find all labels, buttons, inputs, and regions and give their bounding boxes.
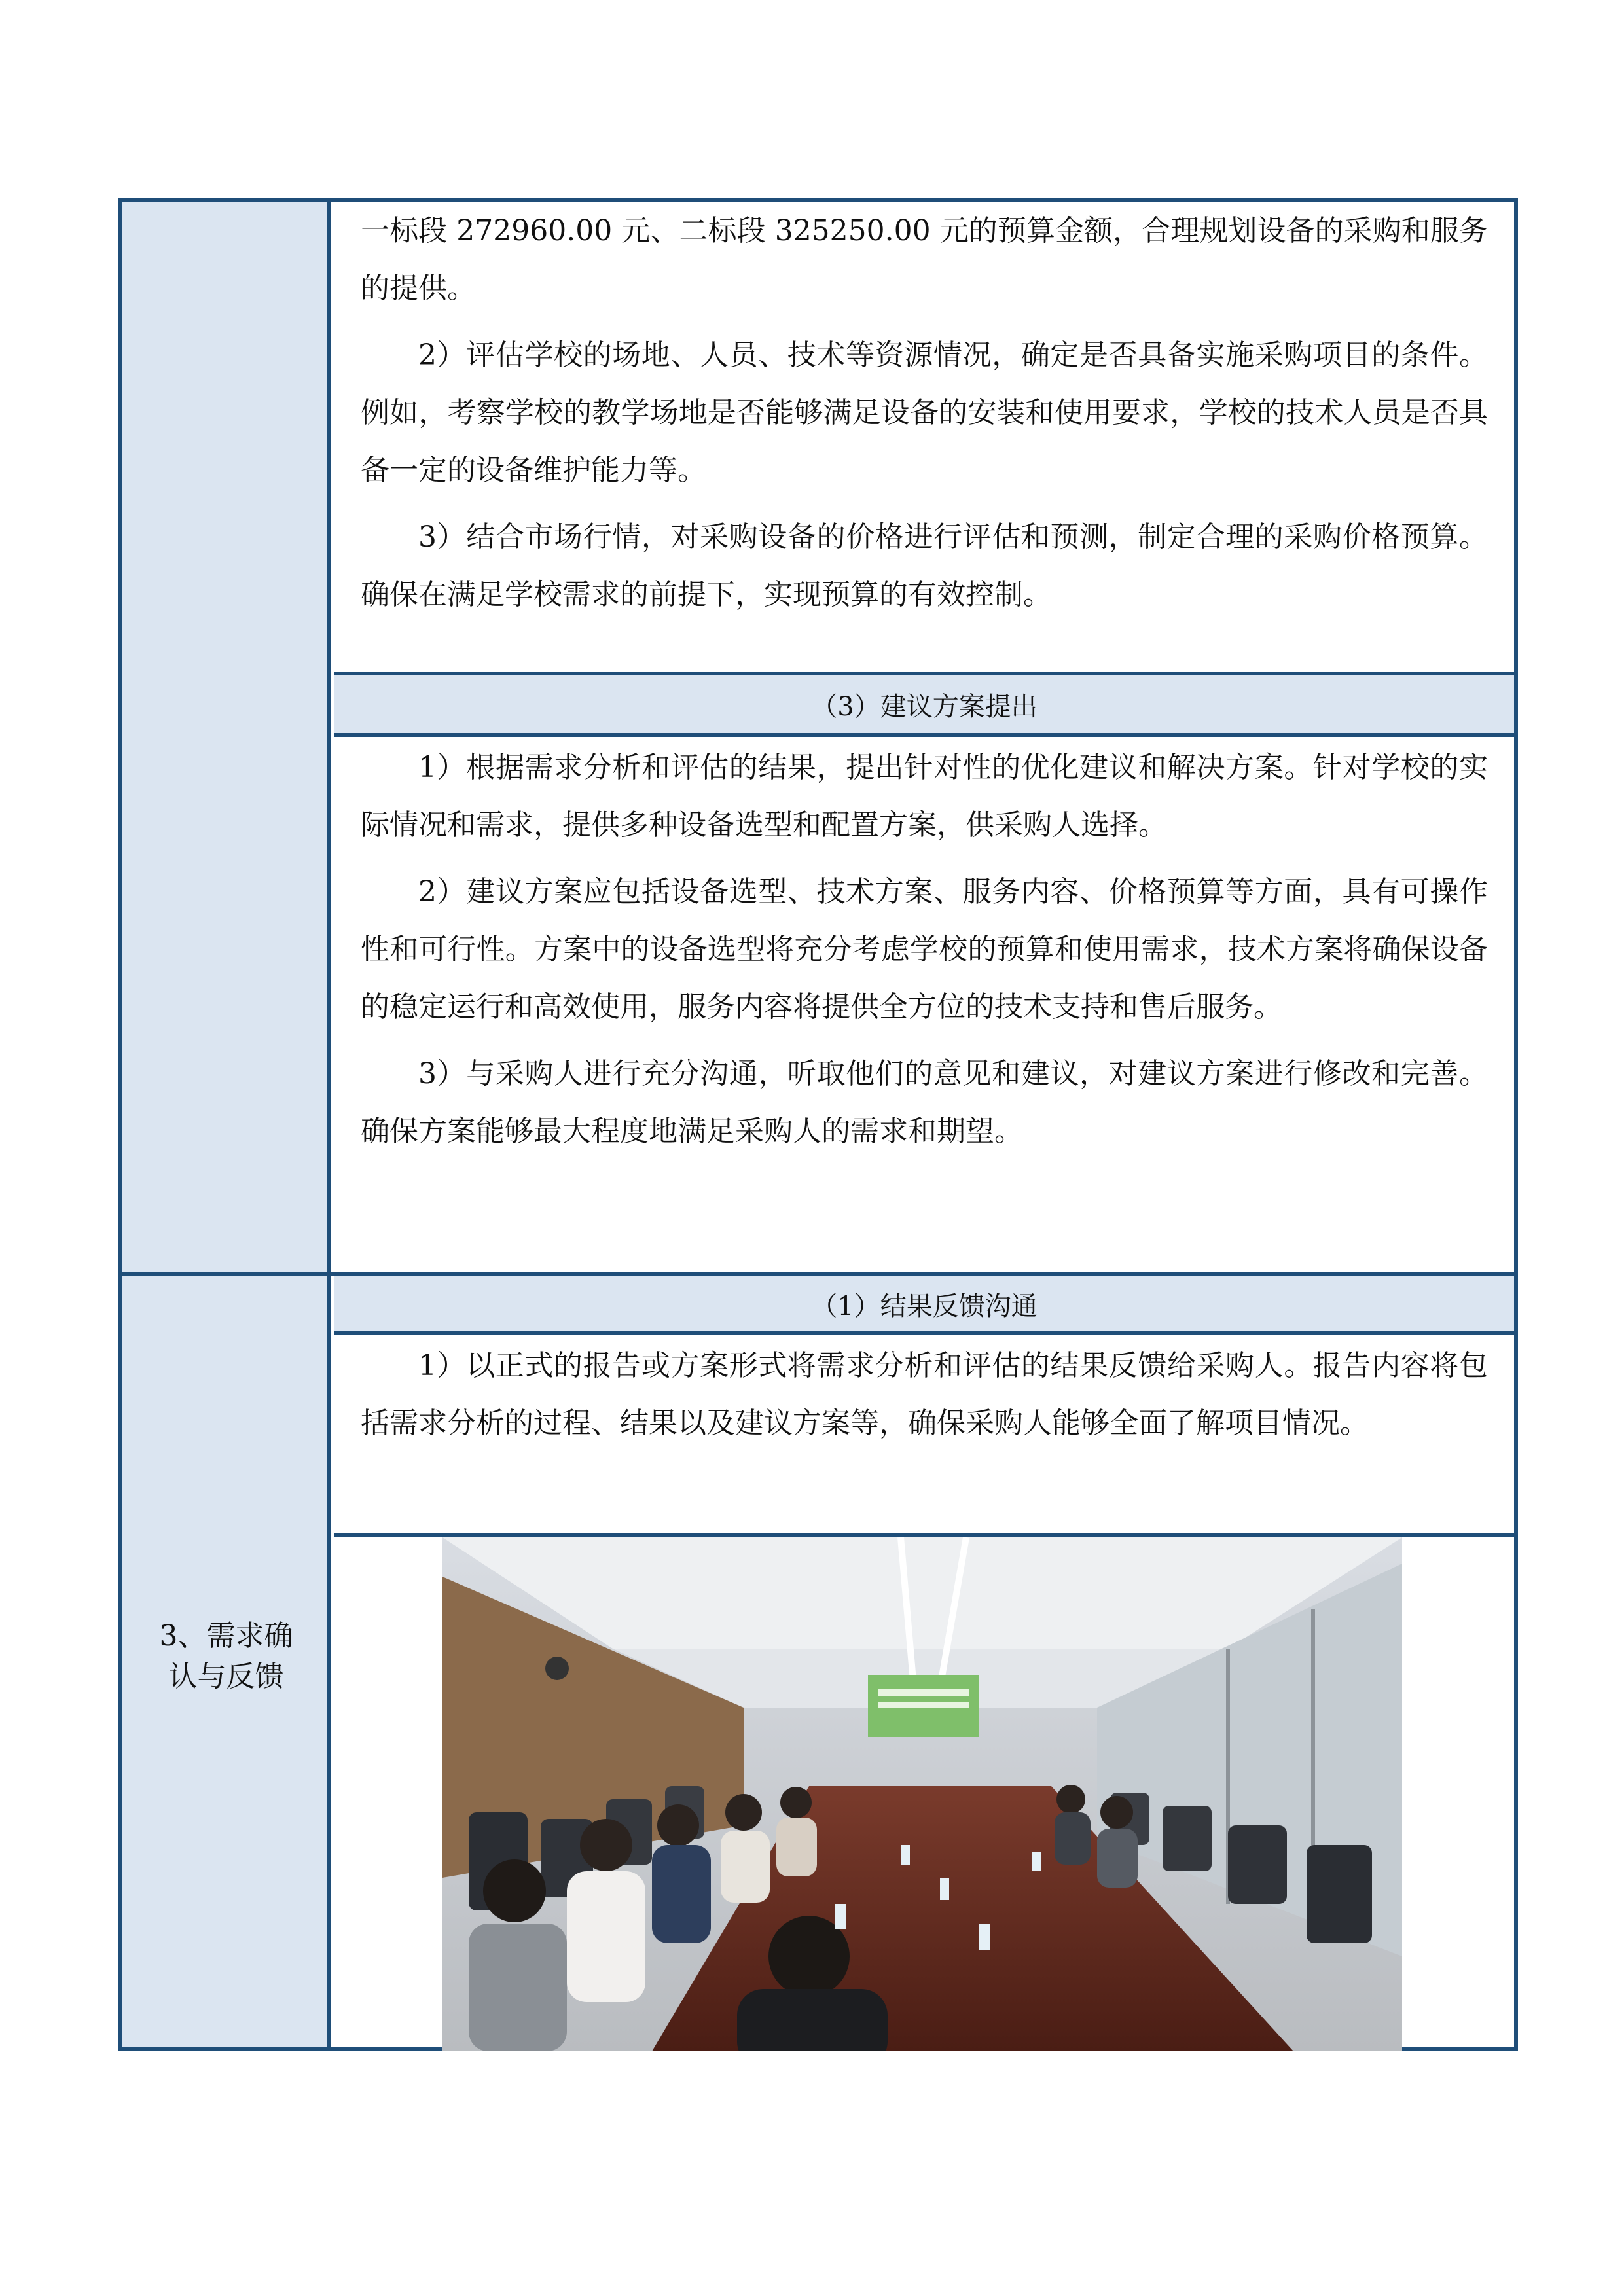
left-label-column [122,202,331,2047]
row-divider [334,733,1514,737]
row-label-feedback [122,1616,331,1697]
row-label-line: 认与反馈 [168,1660,284,1693]
paragraph: 3）结合市场行情，对采购设备的价格进行评估和预测，制定合理的采购价格预算。确保在满足学校需求的前提下，实现预算的有效控制。 [361,520,1488,611]
paragraph: 2）评估学校的场地、人员、技术等资源情况，确定是否具备实施采购项目的条件。例如，考察学校的教学场地是否能够满足设备的安装和使用要求，学校的技术人员是否具备一定的设备维护能力等。 [361,338,1488,487]
row-divider [334,1331,1514,1335]
paragraph: 一标段 272960.00 元、二标段 325250.00 元的预算金额，合理规划设备的采购和服务的提供。 [361,214,1488,305]
proposal-text [361,739,1488,1170]
content-table [118,198,1518,2051]
paragraph: 1）根据需求分析和评估的结果，提出针对性的优化建议和解决方案。针对学校的实际情况和需求，提供多种设备选型和配置方案，供采购人选择。 [361,751,1488,842]
paragraph: 1）以正式的报告或方案形式将需求分析和评估的结果反馈给采购人。报告内容将包括需求分析的过程、结果以及建议方案等，确保采购人能够全面了解项目情况。 [361,1349,1488,1440]
feedback-text [361,1337,1488,1462]
continuation-text [361,202,1488,633]
paragraph: 3）与采购人进行充分沟通，听取他们的意见和建议，对建议方案进行修改和完善。确保方案能够最大程度地满足采购人的需求和期望。 [361,1057,1488,1148]
section-header-proposal: （3）建议方案提出 [334,675,1514,733]
paragraph: 2）建议方案应包括设备选型、技术方案、服务内容、价格预算等方面，具有可操作性和可行性。方案中的设备选型将充分考虑学校的预算和使用需求，技术方案将确保设备的稳定运行和高效使用，服务内容将提供全方位的技术支持和售后服务。 [361,875,1488,1024]
row-label-line: 3、需求确 [159,1619,293,1653]
section-header-feedback: （1）结果反馈沟通 [334,1276,1514,1331]
meeting-photo [442,1537,1402,2051]
row-divider [334,1533,1514,1537]
